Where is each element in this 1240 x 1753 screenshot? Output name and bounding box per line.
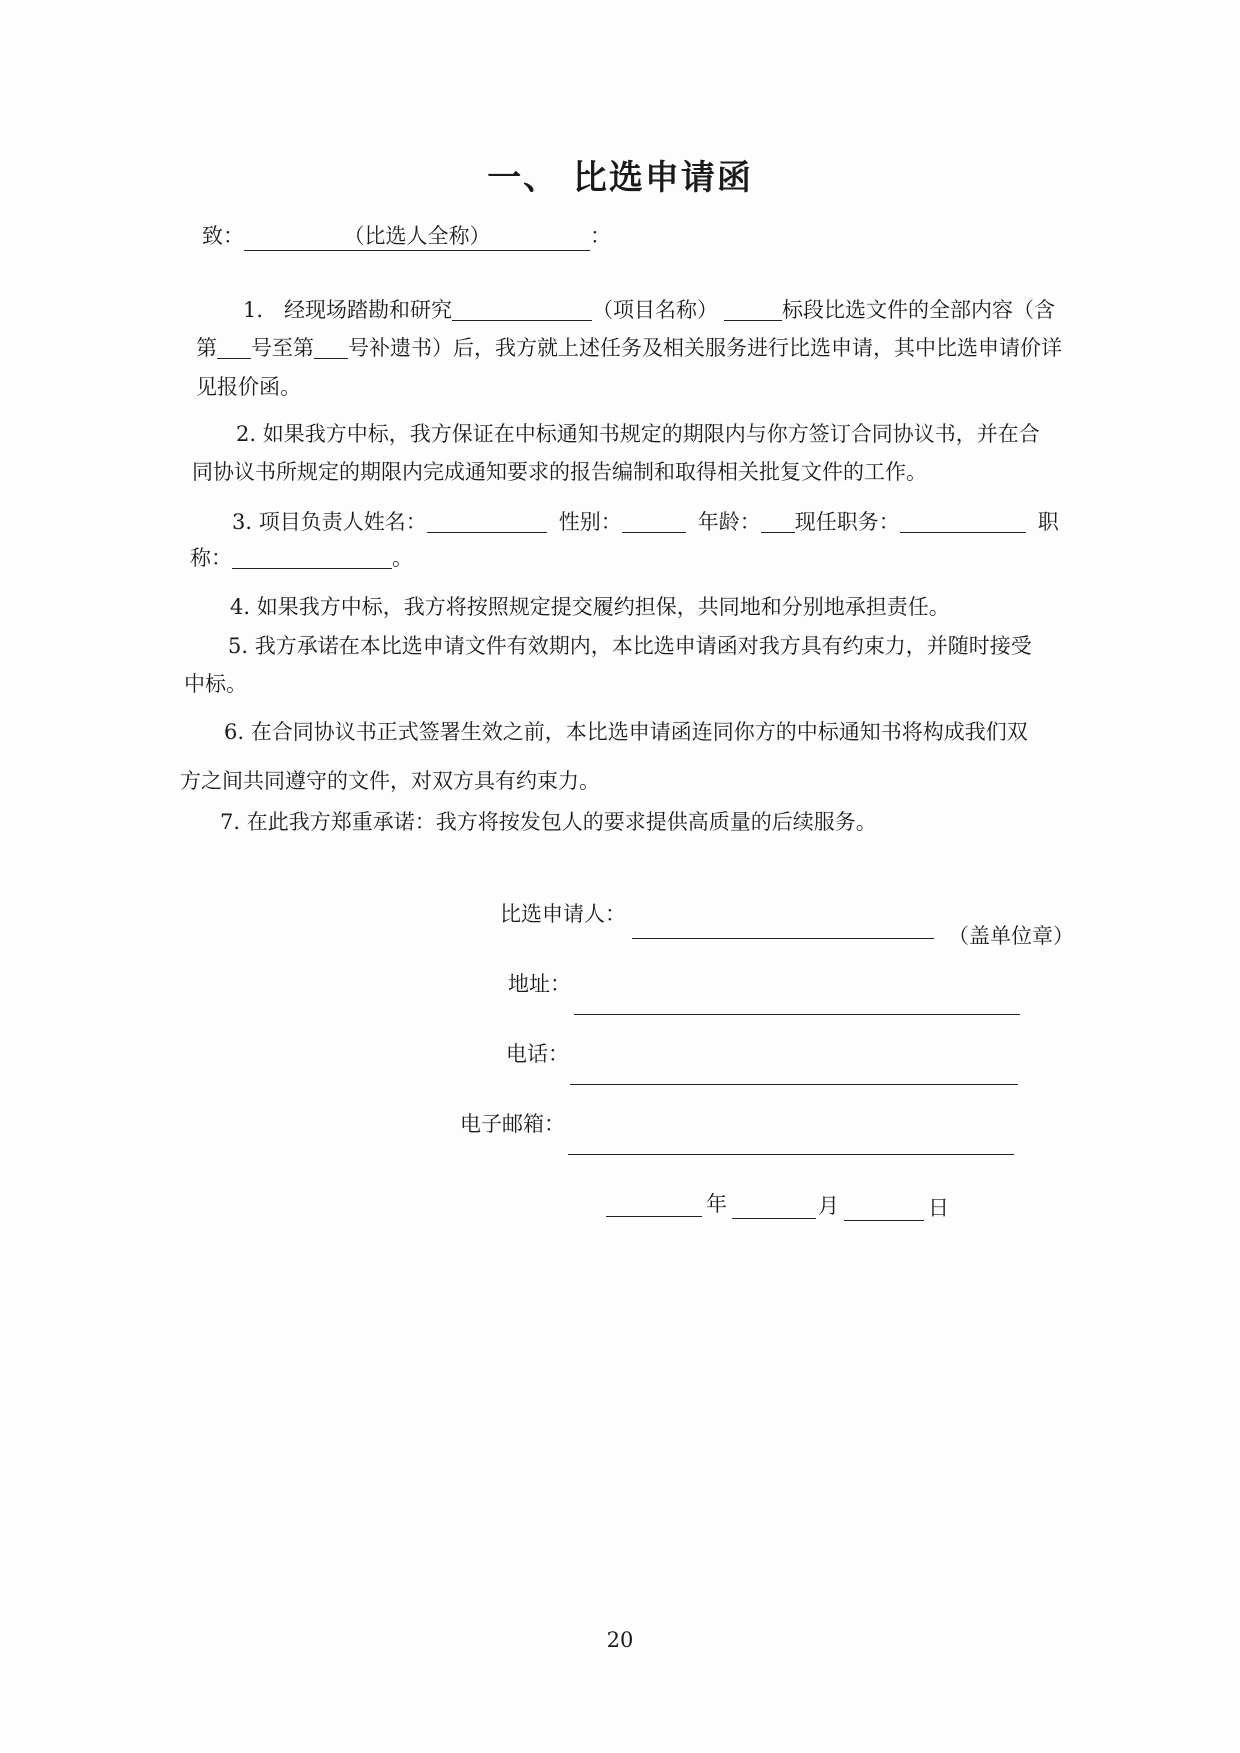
year-label: 年 xyxy=(706,1192,727,1216)
para-5-line-1: 5. 我方承诺在本比选申请文件有效期内，本比选申请函对我方具有约束力，并随时接受 xyxy=(228,634,1032,658)
para-3-line-1 xyxy=(232,508,1059,536)
title-label-part-1: 职 xyxy=(1037,510,1059,534)
section-blank[interactable] xyxy=(724,300,782,321)
para-1-text-e: 号至第 xyxy=(251,336,314,360)
month-label: 月 xyxy=(818,1194,839,1218)
phone-blank[interactable] xyxy=(570,1084,1018,1085)
para-6-line-1: 6. 在合同协议书正式签署生效之前，本比选申请函连同你方的中标通知书将构成我们双 xyxy=(224,720,1028,744)
address-label: 地址： xyxy=(508,972,571,996)
para-1-text-d: 第 xyxy=(196,336,217,360)
year-blank[interactable] xyxy=(606,1216,702,1217)
email-label: 电子邮箱： xyxy=(460,1112,565,1136)
addressee-blank[interactable] xyxy=(244,222,590,251)
address-blank[interactable] xyxy=(574,1014,1020,1015)
para-6-line-2: 方之间共同遵守的文件，对双方具有约束力。 xyxy=(180,769,600,793)
leader-name-blank[interactable] xyxy=(427,512,547,533)
seal-note: （盖单位章） xyxy=(948,924,1074,948)
age-label: 年龄： xyxy=(697,510,761,534)
para-3-line-2 xyxy=(190,544,413,572)
para-4-line-1: 4. 如果我方中标，我方将按照规定提交履约担保，共同地和分别地承担责任。 xyxy=(230,595,950,619)
addressee-suffix: ： xyxy=(590,224,611,248)
phone-label: 电话： xyxy=(506,1042,569,1066)
page-number: 20 xyxy=(606,1628,634,1652)
page-title: 一、 比选申请函 xyxy=(487,158,753,198)
para-1-text-a: 1. 经现场踏勘和研究 xyxy=(243,298,453,322)
gender-label: 性别： xyxy=(558,510,622,534)
professional-title-blank[interactable] xyxy=(232,548,392,569)
para-7-line-1: 7. 在此我方郑重承诺：我方将按发包人的要求提供高质量的后续服务。 xyxy=(220,810,877,834)
project-name-blank[interactable] xyxy=(452,300,592,321)
para-1-text-f: 号补遗书）后，我方就上述任务及相关服务进行比选申请，其中比选申请价详 xyxy=(348,336,1062,360)
para-1-line-1 xyxy=(243,296,1055,324)
month-blank[interactable] xyxy=(732,1218,816,1219)
leader-name-label: 3. 项目负责人姓名： xyxy=(232,510,427,534)
current-position-label: 现任职务： xyxy=(794,510,900,534)
day-label: 日 xyxy=(928,1196,949,1220)
applicant-blank[interactable] xyxy=(632,938,934,939)
para-1-line-3: 见报价函。 xyxy=(196,375,301,399)
addressee-prefix: 致： xyxy=(202,224,244,248)
day-blank[interactable] xyxy=(844,1220,924,1221)
para-2-line-1: 2. 如果我方中标，我方保证在中标通知书规定的期限内与你方签订合同协议书，并在合 xyxy=(236,422,1040,446)
addendum-to-blank[interactable] xyxy=(314,338,348,359)
addendum-from-blank[interactable] xyxy=(217,338,251,359)
para-1-line-2 xyxy=(196,334,1062,362)
para-2-line-2: 同协议书所规定的期限内完成通知要求的报告编制和取得相关批复文件的工作。 xyxy=(192,460,927,484)
addressee-line xyxy=(202,222,611,251)
email-blank[interactable] xyxy=(568,1154,1014,1155)
para-1-text-c: 标段比选文件的全部内容（含 xyxy=(782,298,1056,322)
para-5-line-2: 中标。 xyxy=(184,672,247,696)
addressee-label: （比选人全称） xyxy=(343,224,491,248)
para-3-period: 。 xyxy=(392,546,413,570)
title-label-part-2: 称： xyxy=(190,546,232,570)
gender-blank[interactable] xyxy=(622,512,686,533)
applicant-label: 比选申请人： xyxy=(500,902,626,926)
age-blank[interactable] xyxy=(761,512,795,533)
current-position-blank[interactable] xyxy=(900,512,1026,533)
project-name-label: （项目名称） xyxy=(592,298,719,322)
